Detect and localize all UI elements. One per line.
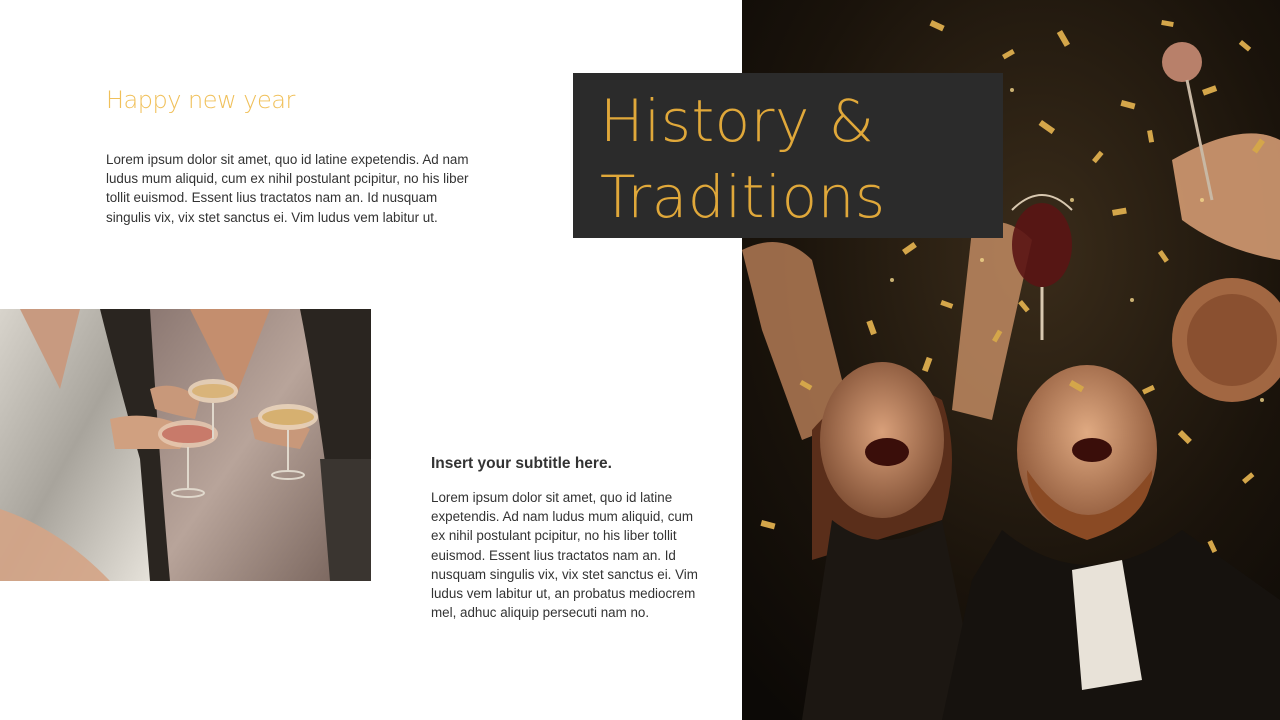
intro-paragraph: Lorem ipsum dolor sit amet, quo id latine expetendis. Ad nam ludus mum aliquid, cum ex nihil postulant pcipitur, no his liber tollit euismod. Essent lius tractatos nam an. Id nusquam singulis vix, vix stet sanctus ei. Vim ludus vem labitur ut. (106, 152, 469, 225)
title-line-1: History & (600, 87, 875, 155)
subtitle: Insert your subtitle here. (431, 455, 612, 472)
detail-paragraph: Lorem ipsum dolor sit amet, quo id latine expetendis. Ad nam ludus mum aliquid, cum ex nihil postulant pcipitur, no his liber tollit euismod. Essent lius tractatos nam an. Id nusquam singulis vix, vix stet sanctus ei. Vim ludus vem labitur ut, an probatus mediocrem mel, adhuc aliquip persecuti nam no. (431, 490, 698, 621)
champagne-toast-photo (0, 309, 371, 581)
title-line-2: Traditions (600, 163, 886, 231)
kicker-heading: Happy new year (106, 86, 295, 114)
title-box (573, 73, 1003, 238)
